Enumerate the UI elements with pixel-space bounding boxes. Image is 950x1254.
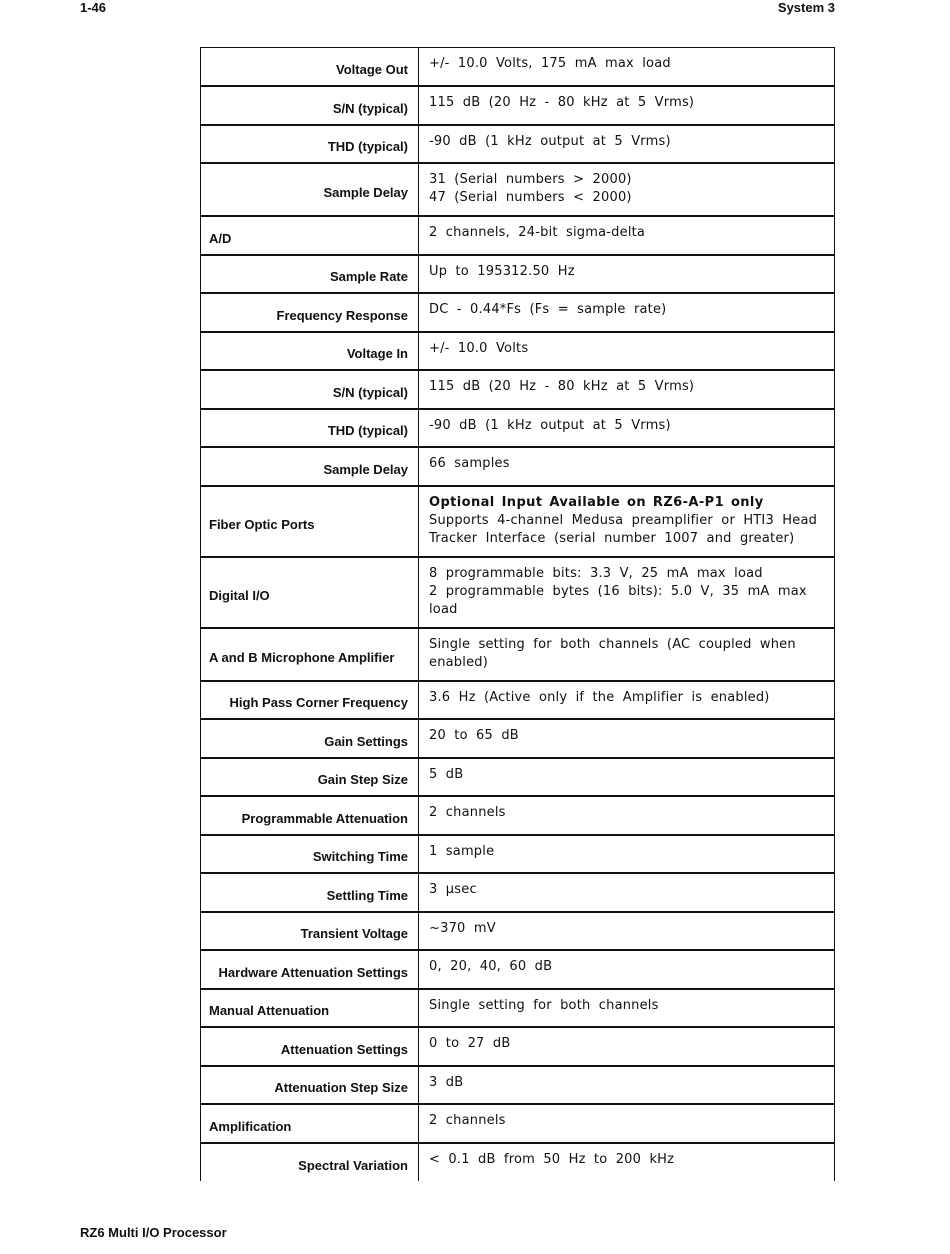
- spec-label: High Pass Corner Frequency: [201, 681, 419, 720]
- spec-value-line: 8 programmable bits: 3.3 V, 25 mA max load: [429, 565, 763, 581]
- spec-value: [419, 332, 835, 371]
- spec-label: S/N (typical): [201, 370, 419, 409]
- spec-label: Sample Delay: [201, 163, 419, 216]
- spec-label: Spectral Variation: [201, 1143, 419, 1182]
- spec-label: Amplification: [201, 1104, 419, 1143]
- spec-label: Frequency Response: [201, 293, 419, 332]
- spec-value: [419, 293, 835, 332]
- spec-value: [419, 1066, 835, 1105]
- spec-label: Attenuation Settings: [201, 1027, 419, 1066]
- spec-row: [201, 681, 835, 720]
- footer-product-name: RZ6 Multi I/O Processor: [80, 1225, 227, 1240]
- spec-label: Manual Attenuation: [201, 989, 419, 1028]
- spec-value-line: 3.6 Hz (Active only if the Amplifier is enabled): [429, 689, 770, 705]
- spec-row: [201, 628, 835, 681]
- spec-row: [201, 409, 835, 448]
- spec-value-line: < 0.1 dB from 50 Hz to 200 kHz: [429, 1151, 675, 1167]
- spec-row: [201, 332, 835, 371]
- spec-row: [201, 1143, 835, 1182]
- spec-value-line: 2 channels, 24-bit sigma-delta: [429, 225, 646, 240]
- spec-row: [201, 1066, 835, 1105]
- spec-row: [201, 1027, 835, 1066]
- spec-label: THD (typical): [201, 125, 419, 164]
- spec-value-line: 20 to 65 dB: [429, 728, 519, 743]
- spec-value-line: DC - 0.44*Fs (Fs = sample rate): [429, 302, 667, 317]
- spec-row: [201, 989, 835, 1028]
- spec-value: [419, 1104, 835, 1143]
- spec-label: Settling Time: [201, 873, 419, 912]
- spec-value: [419, 681, 835, 720]
- spec-row: [201, 86, 835, 125]
- spec-value-line: 47 (Serial numbers < 2000): [429, 190, 632, 205]
- spec-value: [419, 912, 835, 951]
- spec-label: Switching Time: [201, 835, 419, 874]
- spec-value-line: 115 dB (20 Hz - 80 kHz at 5 Vrms): [429, 379, 695, 394]
- spec-value-line: Supports 4-channel Medusa preamplifier or HTI3 Head Tracker Interface (serial number 1007 and greater): [429, 512, 818, 546]
- spec-row: [201, 950, 835, 989]
- section-title: System 3: [777, 0, 835, 15]
- spec-value: [419, 48, 835, 87]
- spec-value-line: 3 dB: [429, 1074, 464, 1090]
- spec-label: S/N (typical): [201, 86, 419, 125]
- spec-value-line: 1 sample: [429, 843, 495, 859]
- spec-value: [419, 86, 835, 125]
- spec-row: [201, 486, 835, 557]
- spec-label: Attenuation Step Size: [201, 1066, 419, 1105]
- spec-value-line: 2 programmable bytes (16 bits): 5.0 V, 35 mA max load: [429, 583, 807, 617]
- spec-value-line: ~370 mV: [429, 920, 496, 936]
- spec-label: A/D: [201, 216, 419, 255]
- spec-value-line: +/- 10.0 Volts, 175 mA max load: [429, 56, 671, 71]
- spec-row: [201, 796, 835, 835]
- spec-row: [201, 255, 835, 294]
- spec-label: Gain Step Size: [201, 758, 419, 797]
- spec-value-line: Up to 195312.50 Hz: [429, 263, 575, 279]
- spec-value: [419, 486, 835, 557]
- spec-value-line: Optional Input Available on RZ6-A-P1 only: [429, 494, 764, 510]
- spec-row: [201, 163, 835, 216]
- spec-value: [419, 758, 835, 797]
- spec-label: Sample Delay: [201, 447, 419, 486]
- spec-row: [201, 293, 835, 332]
- spec-value-line: -90 dB (1 kHz output at 5 Vrms): [429, 417, 671, 433]
- spec-value: [419, 1027, 835, 1066]
- page-number: 1-46: [80, 0, 107, 15]
- spec-label: Gain Settings: [201, 719, 419, 758]
- spec-value-line: 115 dB (20 Hz - 80 kHz at 5 Vrms): [429, 95, 695, 110]
- spec-label: Voltage In: [201, 332, 419, 371]
- spec-value: [419, 873, 835, 912]
- spec-value: [419, 125, 835, 164]
- spec-value-line: 31 (Serial numbers > 2000): [429, 172, 632, 187]
- spec-label: Fiber Optic Ports: [201, 486, 419, 557]
- spec-label: Programmable Attenuation: [201, 796, 419, 835]
- spec-label: Transient Voltage: [201, 912, 419, 951]
- spec-value: [419, 216, 835, 255]
- spec-row: [201, 835, 835, 874]
- spec-row: [201, 48, 835, 87]
- spec-value: [419, 163, 835, 216]
- spec-value-line: 0 to 27 dB: [429, 1036, 511, 1051]
- spec-row: [201, 873, 835, 912]
- spec-value: [419, 989, 835, 1028]
- specifications-table: [200, 47, 835, 1181]
- spec-value: [419, 835, 835, 874]
- spec-value: [419, 1143, 835, 1182]
- spec-row: [201, 912, 835, 951]
- spec-value: [419, 409, 835, 448]
- spec-value-line: 5 dB: [429, 766, 464, 782]
- spec-value-line: 0, 20, 40, 60 dB: [429, 959, 553, 974]
- spec-value: [419, 370, 835, 409]
- spec-label: THD (typical): [201, 409, 419, 448]
- spec-value: [419, 950, 835, 989]
- spec-row: [201, 557, 835, 628]
- spec-label: Digital I/O: [201, 557, 419, 628]
- spec-value: [419, 628, 835, 681]
- spec-value-line: +/- 10.0 Volts: [429, 340, 529, 356]
- spec-value-line: 2 channels: [429, 805, 506, 820]
- spec-row: [201, 447, 835, 486]
- spec-value: [419, 447, 835, 486]
- spec-row: [201, 216, 835, 255]
- spec-row: [201, 370, 835, 409]
- spec-row: [201, 758, 835, 797]
- spec-value-line: Single setting for both channels (AC coupled when enabled): [429, 636, 796, 670]
- spec-value: [419, 719, 835, 758]
- spec-row: [201, 719, 835, 758]
- spec-label: A and B Microphone Amplifier: [201, 628, 419, 681]
- spec-value-line: -90 dB (1 kHz output at 5 Vrms): [429, 133, 671, 149]
- spec-value-line: 66 samples: [429, 456, 510, 471]
- spec-value: [419, 557, 835, 628]
- spec-label: Hardware Attenuation Settings: [201, 950, 419, 989]
- spec-row: [201, 1104, 835, 1143]
- spec-value: [419, 796, 835, 835]
- spec-value-line: 3 µsec: [429, 882, 477, 897]
- spec-label: Voltage Out: [201, 48, 419, 87]
- spec-label: Sample Rate: [201, 255, 419, 294]
- spec-value-line: 2 channels: [429, 1113, 506, 1128]
- spec-value: [419, 255, 835, 294]
- spec-row: [201, 125, 835, 164]
- spec-value-line: Single setting for both channels: [429, 997, 659, 1013]
